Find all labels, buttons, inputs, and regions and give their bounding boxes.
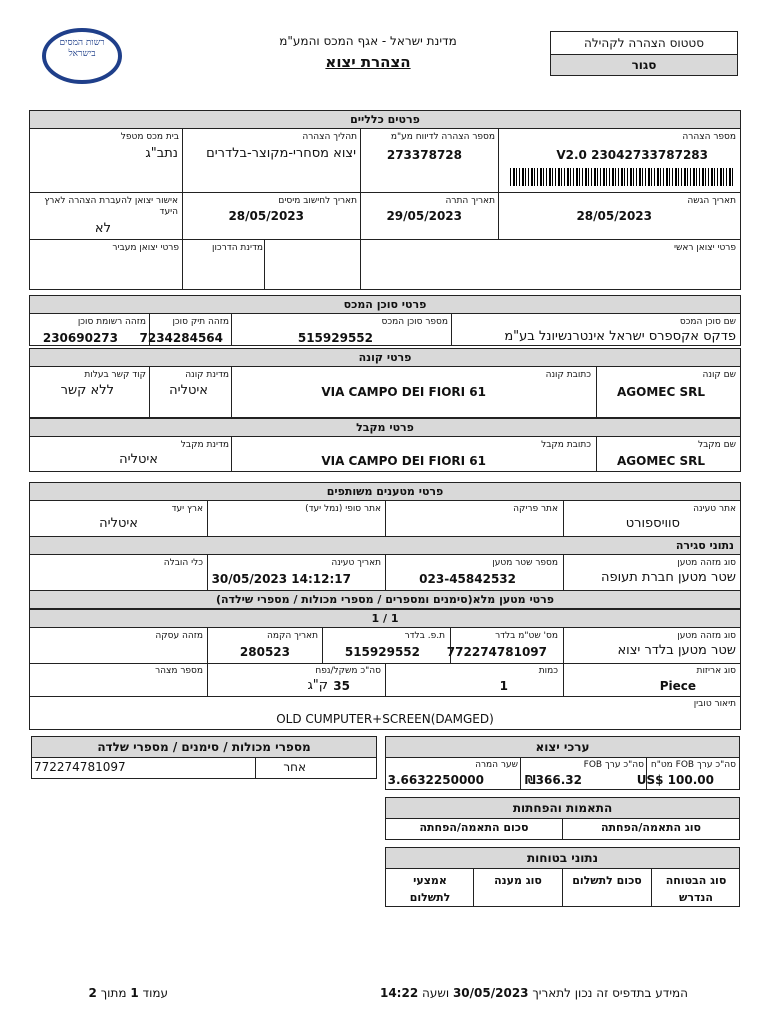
- full-cargo-section-title: פרטי מטען מלא(סימנים ומספרים / מספרי מכולות / מספרי שילדה): [29, 590, 741, 609]
- unload-site-label: אתר פריקה: [513, 504, 558, 514]
- exchange-rate: 3.6632250000: [387, 773, 484, 787]
- pack-type: Piece: [659, 679, 696, 693]
- waybill-type: שטר מטען חברת תעופה: [600, 570, 736, 585]
- guarantee-payment-header: אמצעי לתשלום: [409, 874, 451, 904]
- agency-name: מדינת ישראל - אגף המכס והמע"מ: [279, 34, 457, 48]
- waybill-no-label: מספר שטר מטען: [492, 558, 558, 568]
- vat-report-no: 273378728: [386, 148, 462, 162]
- buyer-name: AGOMEC SRL: [617, 385, 705, 399]
- guarantee-response-header: סוג מענה: [494, 874, 542, 887]
- receiver-name-label: שם מקבל: [697, 440, 736, 450]
- tax-date: 28/05/2023: [228, 209, 304, 223]
- agent-file: 7234284564: [139, 331, 223, 345]
- full-cargo-page-counter: 1 / 1: [29, 609, 741, 628]
- status-box: [550, 31, 738, 76]
- vessel-label: כלי הובלה: [163, 558, 203, 568]
- courier-tp-label: ת.פ. בלדר: [404, 631, 445, 641]
- buyer-country-label: מדינת קונה: [185, 370, 229, 380]
- containers-section-title: מספרי מכולות / סימנים / מספרי שלדה: [31, 736, 377, 758]
- export-values-section-title: ערכי יצוא: [385, 736, 740, 758]
- business-id-label: מזהה עסקה: [155, 631, 203, 641]
- agent-name-label: שם סוכן המכס: [679, 317, 736, 327]
- buyer-section-title: פרטי קונה: [29, 348, 741, 367]
- process-label: תהליך הצהרה: [302, 132, 357, 142]
- container-number: 772274781097: [34, 760, 126, 774]
- guide-country-label: מדינת הדרכון: [212, 243, 263, 253]
- general-section-title: פרטים כלליים: [29, 110, 741, 129]
- qty-label: כמות: [538, 666, 558, 676]
- courier-tp: 515929552: [344, 645, 420, 659]
- fob-ils: ₪366.32: [524, 773, 582, 787]
- desc-label: תיאור טובין: [693, 699, 736, 709]
- agent-name: פדקס אקספרס ישראל אינטרנשיונל בע"מ: [504, 329, 736, 344]
- tax-authority-logo: [42, 28, 122, 84]
- transfer-approval-value: לא: [94, 221, 111, 236]
- adjustment-amount-header: סכום התאמה/הפחתה: [419, 821, 529, 834]
- customs-house-value: נתב"ג: [145, 146, 178, 161]
- declaration-barcode: [510, 168, 735, 186]
- buyer-name-label: שם קונה: [702, 370, 736, 380]
- agent-file-label: מזהה תיק סוכן: [172, 317, 229, 327]
- agent-number: 515929552: [297, 331, 373, 345]
- dest-country: איטליה: [99, 516, 138, 531]
- guarantee-type-header: סוג הבטוחה הנדרש: [665, 874, 727, 904]
- weight-unit: ק"ג: [307, 678, 328, 693]
- qty: 1: [499, 679, 508, 693]
- process-value: יצוא מסחרי-מקוצר-בלדרים: [206, 146, 356, 161]
- submit-date-label: תאריך הגשה: [687, 196, 736, 206]
- print-info-date: 30/05/2023: [452, 986, 529, 1000]
- est-date: 280523: [239, 645, 290, 659]
- closing-title-text: נתוני סגירה: [675, 539, 734, 552]
- container-type: אחר: [283, 760, 306, 774]
- receiver-country: איטליה: [119, 452, 158, 467]
- declaration-no: 23042733787283 V2.0: [556, 148, 708, 162]
- dest-country-label: ארץ יעד: [171, 504, 203, 514]
- buyer-address: VIA CAMPO DEI FIORI 61: [321, 385, 486, 399]
- guarantee-amount-header: סכום לתשלום: [572, 874, 642, 887]
- tax-date-label: תאריך לחישוב מיסים: [278, 196, 357, 206]
- cargo-type-label: סוג מזהה מטען: [677, 631, 736, 641]
- courier-no-label: מס' שט"מ בלדר: [495, 631, 558, 641]
- page-of: מתוך: [100, 986, 127, 1000]
- load-date: 30/05/2023 14:12:17: [211, 572, 351, 586]
- adjustments-section-title: התאמות והפחתות: [385, 797, 740, 819]
- adjustment-type-header: סוג התאמה/הפחתה: [600, 821, 702, 834]
- receiver-name: AGOMEC SRL: [617, 454, 705, 468]
- waybill-type-label: סוג מזהה מטען: [677, 558, 736, 568]
- buyer-address-label: כתובת קונה: [545, 370, 591, 380]
- weight-value: 35: [333, 679, 350, 693]
- declaration-no-label: מספר הצהרה: [682, 132, 736, 142]
- print-info: [380, 986, 688, 1000]
- closing-section-title: [29, 536, 741, 555]
- buyer-country: איטליה: [169, 383, 208, 398]
- guarantees-section-title: נתוני בטוחות: [385, 847, 740, 869]
- fob-ils-label: סה"כ ערך FOB: [583, 760, 644, 770]
- load-site: סוויספורט: [625, 516, 680, 531]
- receiver-address: VIA CAMPO DEI FIORI 61: [321, 454, 486, 468]
- receiver-address-label: כתובת מקבל: [541, 440, 591, 450]
- load-site-label: אתר טעינה: [693, 504, 736, 514]
- agent-license: 230690273: [42, 331, 118, 345]
- print-info-prefix: המידע בתדפיס זה נכון לתאריך: [532, 986, 688, 1000]
- manifest-label: מספר מצהר: [155, 666, 203, 676]
- receiver-country-label: מדינת מקבל: [180, 440, 229, 450]
- courier-no: 772274781097: [446, 645, 547, 659]
- weight-label: סה"כ משקל/נפח: [315, 666, 381, 676]
- goods-desc: OLD CUMPUTER+SCREEN(DAMGED): [276, 712, 494, 726]
- agent-number-label: מספר סוכן המכס: [381, 317, 448, 327]
- rate-label: שער המרה: [475, 760, 518, 770]
- submit-date: 28/05/2023: [576, 209, 652, 223]
- buyer-relation-label: קוד קשר בעלות: [84, 370, 146, 380]
- shared-cargo-section-title: פרטי מטענים משותפים: [29, 482, 741, 501]
- receiver-section-title: פרטי מקבל: [29, 418, 741, 437]
- customs-house-label: בית מכס מטפל: [120, 132, 179, 142]
- logo-text: רשות המסים בישראל: [59, 38, 105, 59]
- fob-usd: US$ 100.00: [636, 773, 714, 787]
- release-date: 29/05/2023: [386, 209, 462, 223]
- agent-section-title: פרטי סוכן המכס: [29, 295, 741, 314]
- page-current: 1: [130, 986, 139, 1000]
- main-exporter-label: פרטי יצואן ראשי: [673, 243, 736, 253]
- page-number: [89, 986, 168, 1000]
- passing-exporter-label: פרטי יצואן מעביר: [112, 243, 179, 253]
- release-date-label: תאריך התרה: [445, 196, 495, 206]
- status-label: סטטוס הצהרה לקהילה: [551, 32, 737, 55]
- page-total: 2: [88, 986, 97, 1000]
- page-word: עמוד: [142, 986, 168, 1000]
- agent-license-label: מזהה רשומת סוכן: [77, 317, 146, 327]
- vat-report-label: מספר הצהרה לדיווח מע"מ: [390, 132, 495, 142]
- final-site-label: אתר סופי (נמל יעד): [305, 504, 381, 514]
- transfer-approval-label: אישור יצואן להעברת הצהרה לארץ היעד: [44, 196, 178, 217]
- load-date-label: תאריך טעינה: [331, 558, 381, 568]
- waybill-no: 023-45842532: [419, 572, 516, 586]
- print-info-mid: ושעה: [422, 986, 450, 1000]
- pack-type-label: סוג אריזות: [696, 666, 736, 676]
- status-value: סגור: [551, 55, 737, 75]
- print-info-time: 14:22: [379, 986, 419, 1000]
- est-date-label: תאריך הקמה: [267, 631, 318, 641]
- cargo-type: שטר מטען בלדר יצוא: [617, 643, 736, 658]
- fob-usd-label: סה"כ ערך FOB מט"ח: [650, 760, 736, 770]
- buyer-relation: ללא קשר: [60, 383, 114, 398]
- page-title: הצהרת יצוא: [325, 53, 411, 71]
